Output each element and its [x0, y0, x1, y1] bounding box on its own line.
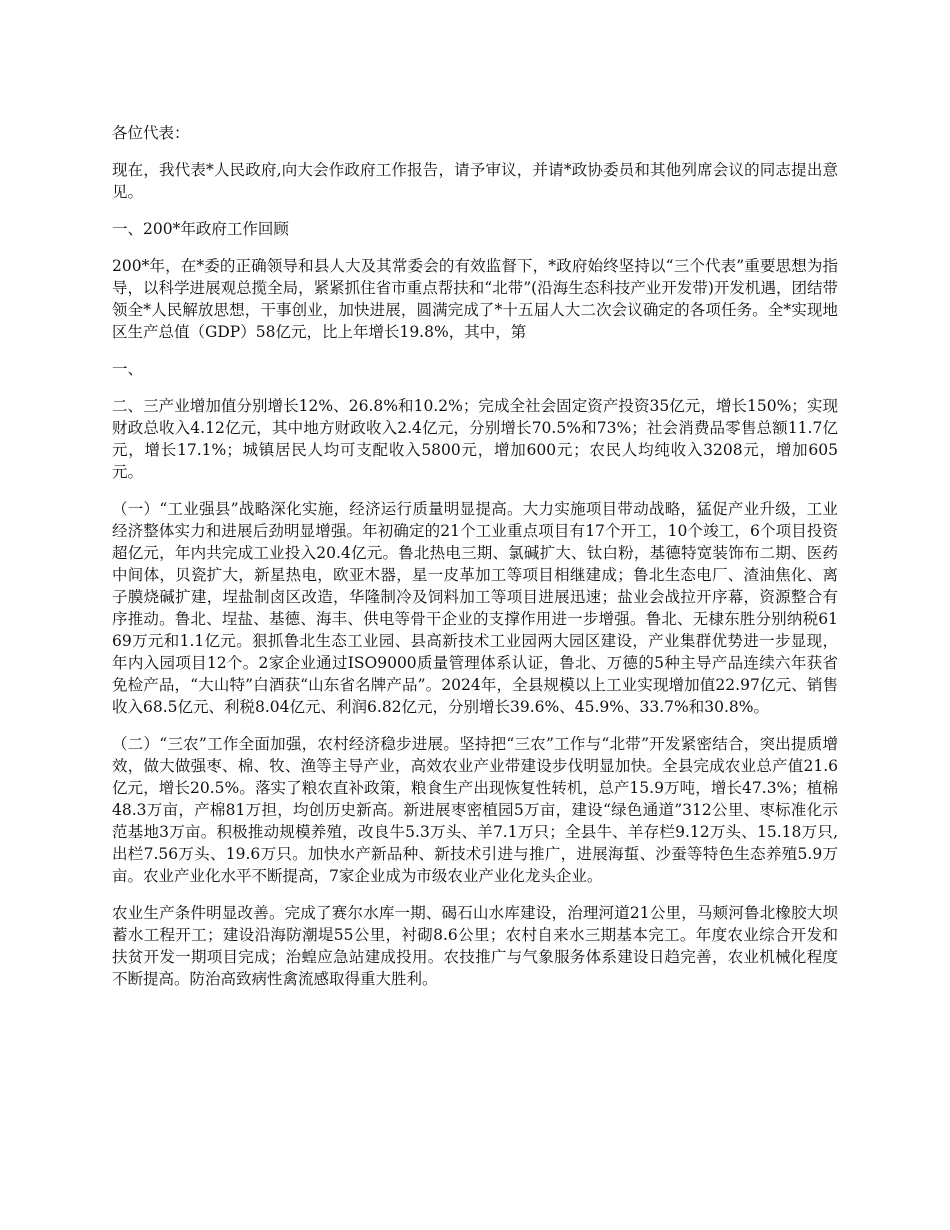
summary-paragraph: 200*年，在*委的正确领导和县人大及其常委会的有效监督下，*政府始终坚持以“三个代表”重要思想为指导，以科学进展观总揽全局，紧紧抓住省市重点帮扶和“北带”(沿海生态科技产业开发带)开发机遇，团结带领全*人民解放思想，干事创业，加快进展，圆满完成了*十五届人大二次会议确定的各项任务。全*实现地区生产总值（GDP）58亿元，比上年增长19.8%，其中，第 — [112, 257, 838, 341]
agriculture-paragraph: （二）“三农”工作全面加强，农村经济稳步进展。坚持把“三农”工作与“北带”开发紧密结合，突出提质增效，做大做强枣、棉、牧、渔等主导产业，高效农业产业带建设步伐明显加快。全县完成农业总产值21.6亿元，增长20.5%。落实了粮农直补政策，粮食生产出现恢复性转机，总产15.9万吨，增长47.3%；植棉48.3万亩，产棉81万担，均创历史新高。新进展枣密植园5万亩，建设“绿色通道”312公里、枣标准化示范基地3万亩。积极推动规模养殖，改良牛5.3万头、羊7.1万只；全县牛、羊存栏9.12万头、15.18万只,出栏7.56万头、19.6万只。加快水产新品种、新技术引进与推广，进展海蜇、沙蚕等特色生态养殖5.9万亩。农业产业化水平不断提高，7家企业成为市级农业产业化龙头企业。 — [112, 735, 838, 885]
intro-paragraph: 现在，我代表*人民政府,向大会作政府工作报告，请予审议，并请*政协委员和其他列席会议的同志提出意见。 — [112, 161, 838, 201]
economy-paragraph: 二、三产业增加值分别增长12%、26.8%和10.2%；完成全社会固定资产投资35亿元，增长150%；实现财政总收入4.12亿元，其中地方财政收入2.4亿元，分别增长70.5%和73%；社会消费品零售总额11.7亿元，增长17.1%；城镇居民人均可支配收入5800元，增加600元；农民人均纯收入3208元，增加605元。 — [112, 397, 838, 481]
industry-paragraph: （一）“工业强县”战略深化实施，经济运行质量明显提高。大力实施项目带动战略，猛促产业升级，工业经济整体实力和进展后劲明显增强。年初确定的21个工业重点项目有17个开工，10个竣工，6个项目投资超亿元，年内共完成工业投入20.4亿元。鲁北热电三期、氯碱扩大、钛白粉，基德特宽装饰布二期、医药中间体，贝瓷扩大，新星热电，欧亚木器，星一皮革加工等项目相继建成；鲁北生态电厂、渣油焦化、离子膜烧碱扩建，埕盐制卤区改造，华隆制冷及饲料加工等项目进展迅速；盐业会战拉开序幕，资源整合有序推动。鲁北、埕盐、基德、海丰、供电等骨干企业的支撑作用进一步增强。鲁北、无棣东胜分别纳税6169万元和1.1亿元。狠抓鲁北生态工业园、县高新技术工业园两大园区建设，产业集群优势进一步显现，年内入园项目12个。2家企业通过ISO9000质量管理体系认证，鲁北、万德的5种主导产品连续六年获省免检产品，“大山特”白酒获“山东省名牌产品”。2024年，全县规模以上工业实现增加值22.97亿元、销售收入68.5亿元、利税8.04亿元、利润6.82亿元，分别增长39.6%、45.9%、33.7%和30.8%。 — [112, 500, 838, 716]
conditions-paragraph: 农业生产条件明显改善。完成了赛尔水库一期、碣石山水库建设，治理河道21公里，马颊河鲁北橡胶大坝蓄水工程开工；建设沿海防潮堤55公里，衬砌8.6公里；农村自来水三期基本完工。年度农业综合开发和扶贫开发一期项目完成；治蝗应急站建成投用。农技推广与气象服务体系建设日趋完善，农业机械化程度不断提高。防治高致病性禽流感取得重大胜利。 — [112, 904, 838, 988]
section-heading: 一、200*年政府工作回顾 — [112, 220, 289, 238]
fragment-paragraph: 一、 — [112, 360, 144, 378]
greeting: 各位代表： — [112, 124, 190, 142]
